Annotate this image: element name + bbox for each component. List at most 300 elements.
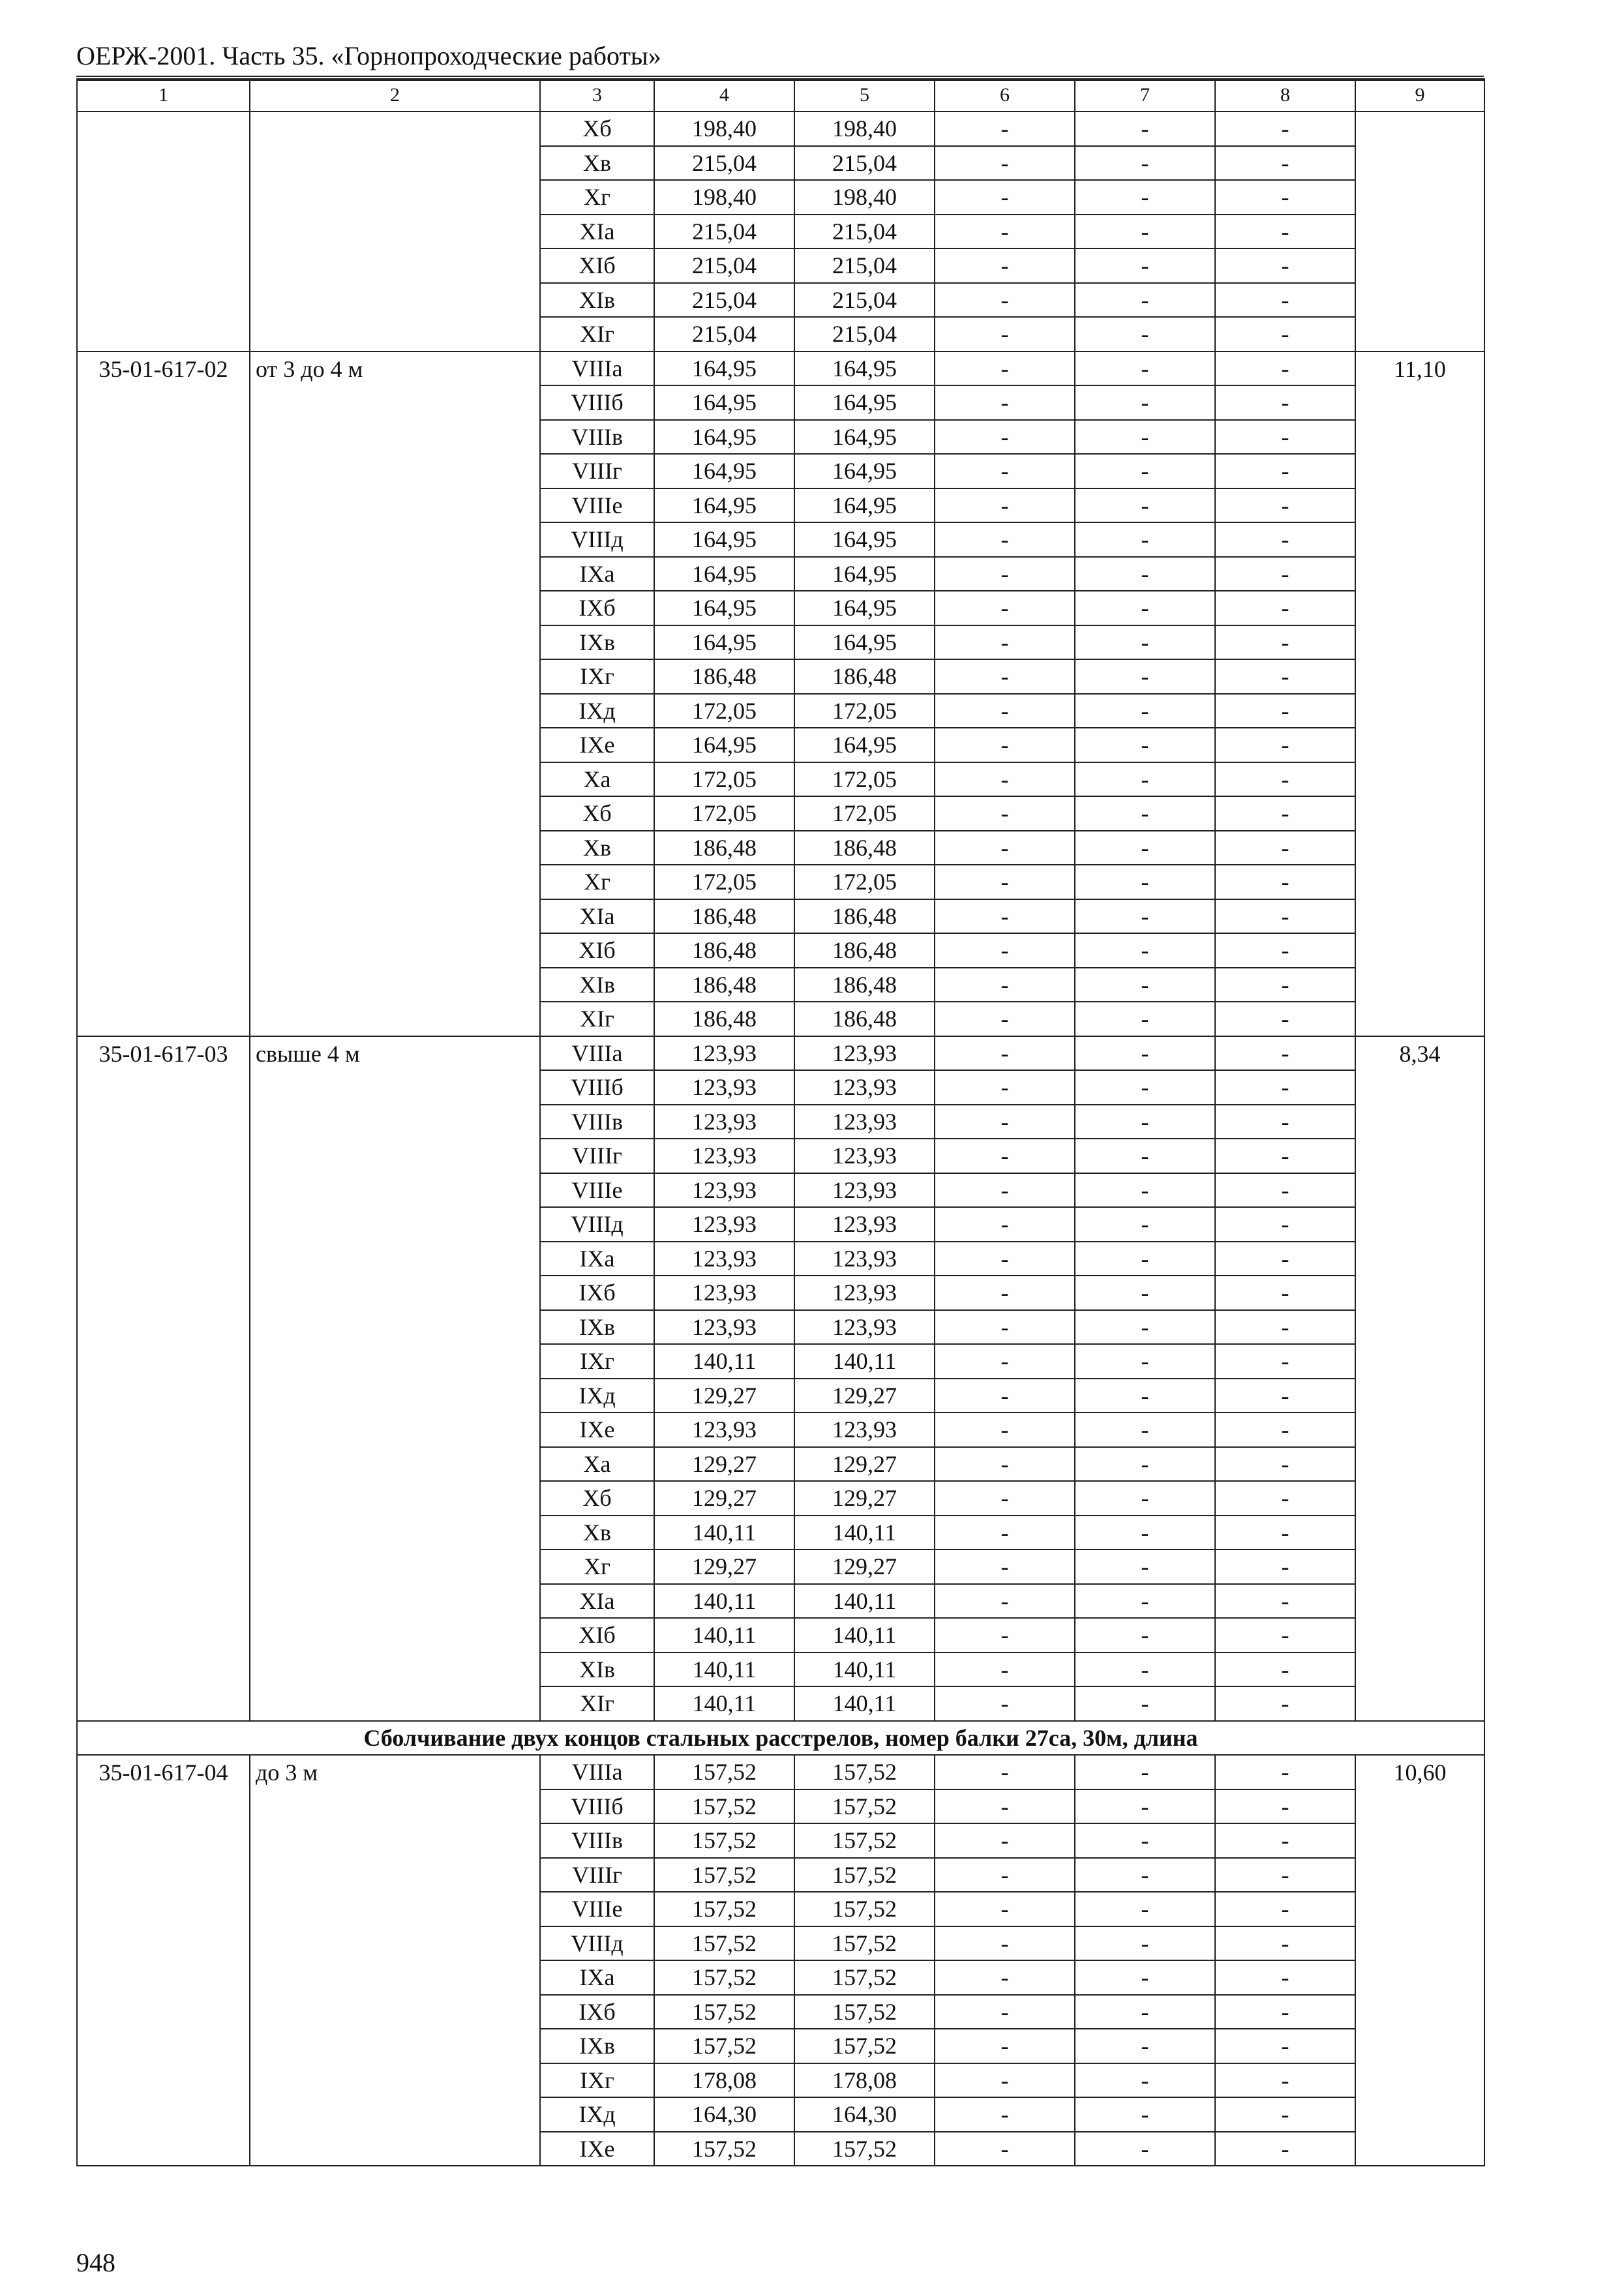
rock-category-cell: VIIIг [540, 1858, 654, 1893]
value-cell: 123,93 [794, 1242, 935, 1276]
value-cell: - [1215, 1926, 1355, 1961]
value-cell: 140,11 [654, 1584, 794, 1619]
value-cell: - [1075, 1755, 1215, 1789]
value-cell: - [1215, 215, 1355, 249]
value-cell: - [1215, 659, 1355, 694]
value-cell: - [1215, 762, 1355, 797]
rock-category-cell: VIIIе [540, 488, 654, 523]
value-cell: 157,52 [654, 2132, 794, 2166]
value-cell: 129,27 [794, 1481, 935, 1516]
value-cell: - [935, 1686, 1075, 1721]
value-cell: 172,05 [794, 762, 935, 797]
value-cell: - [1075, 180, 1215, 215]
value-cell: - [935, 385, 1075, 420]
value-cell: - [935, 1584, 1075, 1619]
value-cell: - [1075, 1618, 1215, 1653]
value-cell: - [1075, 1549, 1215, 1584]
value-cell: - [1075, 659, 1215, 694]
value-cell: 186,48 [794, 1002, 935, 1036]
value-cell: 172,05 [794, 796, 935, 831]
rock-category-cell: VIIIв [540, 1823, 654, 1858]
value-cell: 172,05 [654, 865, 794, 899]
value-cell: - [1215, 1207, 1355, 1242]
rock-category-cell: VIIIе [540, 1892, 654, 1926]
value-cell: 164,95 [654, 728, 794, 762]
value-cell: - [935, 1413, 1075, 1447]
value-cell: - [1075, 2029, 1215, 2063]
value-cell: 140,11 [654, 1653, 794, 1687]
value-cell: - [1075, 2063, 1215, 2098]
rock-category-cell: Ха [540, 1447, 654, 1482]
work-description-cell: до 3 м [250, 1755, 540, 2166]
value-cell: - [935, 933, 1075, 968]
value-cell: 215,04 [794, 248, 935, 283]
rock-category-cell: IХв [540, 625, 654, 660]
value-cell: 123,93 [794, 1173, 935, 1208]
value-cell: 172,05 [654, 796, 794, 831]
value-cell: - [1215, 728, 1355, 762]
value-cell: 178,08 [794, 2063, 935, 2098]
value-cell: - [935, 1823, 1075, 1858]
column-header: 2 [250, 79, 540, 112]
rock-category-cell: IХа [540, 1242, 654, 1276]
value-cell: 123,93 [654, 1139, 794, 1173]
value-cell: 164,95 [794, 591, 935, 625]
rate-code-cell: 35-01-617-04 [77, 1755, 250, 2166]
value-cell: 123,93 [794, 1036, 935, 1071]
value-cell: - [935, 1892, 1075, 1926]
value-cell: - [935, 1995, 1075, 2029]
rock-category-cell: IХд [540, 1379, 654, 1413]
rock-category-cell: ХIб [540, 1618, 654, 1653]
rock-category-cell: Хг [540, 865, 654, 899]
value-cell: 186,48 [654, 659, 794, 694]
value-cell: 129,27 [654, 1447, 794, 1482]
value-cell: - [935, 1653, 1075, 1687]
value-cell: - [1215, 2132, 1355, 2166]
value-cell: 157,52 [654, 1823, 794, 1858]
value-cell: - [1215, 248, 1355, 283]
value-cell: - [1075, 1413, 1215, 1447]
value-cell: - [1215, 2063, 1355, 2098]
value-cell: 157,52 [654, 1789, 794, 1824]
value-cell: 164,95 [654, 488, 794, 523]
value-cell: - [1075, 1584, 1215, 1619]
rate-code-cell [77, 112, 250, 352]
value-cell: - [1215, 557, 1355, 591]
value-cell: 157,52 [794, 1892, 935, 1926]
value-cell: 215,04 [654, 215, 794, 249]
rock-category-cell: ХIв [540, 283, 654, 318]
value-cell: - [1075, 1242, 1215, 1276]
value-cell: - [935, 248, 1075, 283]
value-cell: - [1215, 146, 1355, 181]
value-cell: 186,48 [794, 899, 935, 934]
value-cell: 123,93 [794, 1070, 935, 1105]
value-cell: - [935, 1858, 1075, 1893]
value-cell: - [1075, 694, 1215, 728]
value-cell: - [1075, 933, 1215, 968]
rock-category-cell: Хб [540, 796, 654, 831]
value-cell: - [1215, 352, 1355, 386]
value-cell: - [1075, 2097, 1215, 2132]
rock-category-cell: ХIб [540, 248, 654, 283]
value-cell: - [1075, 1002, 1215, 1036]
value-cell: - [1075, 865, 1215, 899]
value-cell: - [1075, 1173, 1215, 1208]
value-cell: - [1075, 317, 1215, 352]
value-cell: - [1215, 317, 1355, 352]
value-cell: - [1215, 865, 1355, 899]
value-cell: - [1215, 1379, 1355, 1413]
value-cell: 164,95 [654, 352, 794, 386]
value-cell: - [1215, 1310, 1355, 1345]
value-cell: - [935, 1618, 1075, 1653]
value-cell: - [1075, 591, 1215, 625]
rock-category-cell: VIIIб [540, 1070, 654, 1105]
document-title: ОЕРЖ-2001. Часть 35. «Горнопроходческие работы» [76, 41, 661, 70]
value-cell: - [1215, 591, 1355, 625]
value-cell: - [935, 1549, 1075, 1584]
value-cell: 164,95 [794, 625, 935, 660]
value-cell: - [1215, 1481, 1355, 1516]
value-cell: 123,93 [794, 1139, 935, 1173]
value-cell: 164,95 [654, 522, 794, 557]
value-cell: - [1075, 1481, 1215, 1516]
value-cell: 140,11 [654, 1686, 794, 1721]
table-header [77, 79, 1484, 112]
rock-category-cell: ХIа [540, 215, 654, 249]
value-cell: 198,40 [794, 112, 935, 146]
column-header: 4 [654, 79, 794, 112]
value-cell: - [1075, 1207, 1215, 1242]
value-cell: - [1215, 1002, 1355, 1036]
value-cell: - [1215, 1139, 1355, 1173]
value-cell: - [935, 899, 1075, 934]
rock-category-cell: VIIIв [540, 420, 654, 455]
value-cell: - [935, 1207, 1075, 1242]
value-cell: 164,95 [654, 557, 794, 591]
column-header: 5 [794, 79, 935, 112]
column-number-row [77, 79, 1484, 112]
value-cell: 157,52 [794, 1926, 935, 1961]
value-cell: 164,30 [654, 2097, 794, 2132]
value-cell: - [935, 1310, 1075, 1345]
value-cell: 129,27 [654, 1549, 794, 1584]
value-cell: - [1075, 1139, 1215, 1173]
value-cell: - [1215, 180, 1355, 215]
value-cell: - [1215, 522, 1355, 557]
rock-category-cell: IХд [540, 694, 654, 728]
value-cell: 172,05 [654, 762, 794, 797]
value-cell: 164,95 [794, 557, 935, 591]
value-cell: - [935, 215, 1075, 249]
value-cell: - [1215, 1584, 1355, 1619]
value-cell: 215,04 [794, 283, 935, 318]
value-cell: 215,04 [794, 317, 935, 352]
rock-category-cell: Хб [540, 112, 654, 146]
rock-category-cell: ХIб [540, 933, 654, 968]
value-cell: - [935, 420, 1075, 455]
value-cell: - [935, 146, 1075, 181]
value-cell: 157,52 [794, 1960, 935, 1995]
value-cell: - [1075, 112, 1215, 146]
value-cell: - [1215, 2029, 1355, 2063]
value-cell: - [1075, 1653, 1215, 1687]
rock-category-cell: VIIIв [540, 1105, 654, 1139]
value-cell: - [1075, 762, 1215, 797]
value-cell: 123,93 [794, 1310, 935, 1345]
value-cell: - [1215, 283, 1355, 318]
value-cell: - [1075, 1686, 1215, 1721]
value-cell: - [935, 1002, 1075, 1036]
value-cell: - [1075, 1960, 1215, 1995]
value-cell: - [1075, 248, 1215, 283]
value-cell: - [1075, 215, 1215, 249]
value-cell: - [1215, 1173, 1355, 1208]
value-cell: - [935, 728, 1075, 762]
rock-category-cell: IХб [540, 1276, 654, 1310]
value-cell: 140,11 [654, 1516, 794, 1550]
value-cell: 186,48 [794, 831, 935, 865]
value-cell: - [1215, 1618, 1355, 1653]
value-cell: - [935, 2132, 1075, 2166]
value-cell: - [1075, 352, 1215, 386]
value-cell: - [935, 1926, 1075, 1961]
value-cell: - [1215, 1789, 1355, 1824]
table-row [77, 1755, 1484, 1789]
work-description-cell: свыше 4 м [250, 1036, 540, 1721]
value-cell: - [1215, 933, 1355, 968]
value-cell: 164,95 [654, 591, 794, 625]
value-cell: - [935, 1173, 1075, 1208]
value-cell: 157,52 [794, 2132, 935, 2166]
value-cell: 123,93 [654, 1036, 794, 1071]
section-heading-row [77, 1721, 1484, 1756]
value-cell: - [935, 625, 1075, 660]
value-cell: 140,11 [654, 1344, 794, 1379]
value-cell: 172,05 [794, 865, 935, 899]
value-cell: 123,93 [794, 1413, 935, 1447]
value-cell: - [1215, 1653, 1355, 1687]
value-cell: - [935, 694, 1075, 728]
value-cell: - [935, 1447, 1075, 1482]
value-cell: 164,30 [794, 2097, 935, 2132]
value-cell: 157,52 [654, 1960, 794, 1995]
value-cell: 123,93 [654, 1310, 794, 1345]
value-cell: 186,48 [794, 659, 935, 694]
value-cell: - [935, 1344, 1075, 1379]
value-cell: - [935, 968, 1075, 1002]
value-cell: - [1215, 1686, 1355, 1721]
value-cell: - [1215, 1036, 1355, 1071]
value-cell: - [1075, 1823, 1215, 1858]
rock-category-cell: VIIIг [540, 454, 654, 488]
value-cell: 123,93 [654, 1070, 794, 1105]
value-cell: - [935, 557, 1075, 591]
value-cell: 157,52 [654, 1926, 794, 1961]
rock-category-cell: ХIг [540, 1002, 654, 1036]
value-cell: 129,27 [654, 1379, 794, 1413]
rock-category-cell: IХг [540, 659, 654, 694]
value-cell: 157,52 [654, 1755, 794, 1789]
value-cell: - [1215, 1755, 1355, 1789]
column-header: 6 [935, 79, 1075, 112]
value-cell: 140,11 [794, 1516, 935, 1550]
value-cell: - [1215, 2097, 1355, 2132]
value-cell: - [935, 488, 1075, 523]
rock-category-cell: IХв [540, 1310, 654, 1345]
value-cell: 123,93 [654, 1173, 794, 1208]
value-cell: - [1215, 1413, 1355, 1447]
value-cell: 129,27 [654, 1481, 794, 1516]
rock-category-cell: IХг [540, 1344, 654, 1379]
value-cell: - [1075, 2132, 1215, 2166]
value-cell: - [935, 796, 1075, 831]
rock-category-cell: IХг [540, 2063, 654, 2098]
value-cell: 198,40 [794, 180, 935, 215]
value-cell: 164,95 [794, 454, 935, 488]
value-cell: - [935, 591, 1075, 625]
column-header: 8 [1215, 79, 1355, 112]
value-cell: 157,52 [794, 1858, 935, 1893]
value-cell: 157,52 [794, 2029, 935, 2063]
value-cell: 186,48 [794, 933, 935, 968]
value-cell: 164,95 [654, 454, 794, 488]
value-cell: - [1075, 1789, 1215, 1824]
rock-category-cell: VIIIе [540, 1173, 654, 1208]
value-cell: - [1215, 385, 1355, 420]
value-cell: - [935, 1139, 1075, 1173]
value-cell: - [1075, 1276, 1215, 1310]
rock-category-cell: ХIа [540, 899, 654, 934]
value-cell: - [935, 865, 1075, 899]
rock-category-cell: IХа [540, 557, 654, 591]
value-cell: - [1075, 1516, 1215, 1550]
value-cell: 164,95 [794, 352, 935, 386]
value-cell: - [1075, 1892, 1215, 1926]
value-cell: 140,11 [794, 1686, 935, 1721]
value-cell: - [1075, 728, 1215, 762]
column-header: 9 [1355, 79, 1484, 112]
value-cell: 164,95 [794, 385, 935, 420]
page-number: 948 [76, 2248, 115, 2277]
value-cell: - [1075, 522, 1215, 557]
value-cell: 123,93 [654, 1413, 794, 1447]
value-cell: - [1215, 1105, 1355, 1139]
rock-category-cell: VIIIа [540, 352, 654, 386]
value-cell: 123,93 [794, 1207, 935, 1242]
value-cell: - [1075, 1105, 1215, 1139]
value-cell: 157,52 [654, 1995, 794, 2029]
column-9-cell: 10,60 [1355, 1755, 1484, 2166]
value-cell: - [1215, 420, 1355, 455]
value-cell: - [1075, 1036, 1215, 1071]
value-cell: - [1075, 1858, 1215, 1893]
value-cell: - [935, 1379, 1075, 1413]
value-cell: 123,93 [654, 1276, 794, 1310]
value-cell: - [1215, 1549, 1355, 1584]
page-header [76, 37, 1484, 81]
value-cell: - [935, 1516, 1075, 1550]
value-cell: - [1075, 968, 1215, 1002]
rates-table [76, 78, 1485, 2166]
rock-category-cell: ХIа [540, 1584, 654, 1619]
rock-category-cell: IХв [540, 2029, 654, 2063]
value-cell: - [1215, 488, 1355, 523]
value-cell: - [935, 112, 1075, 146]
rock-category-cell: VIIIг [540, 1139, 654, 1173]
value-cell: - [1215, 1447, 1355, 1482]
rock-category-cell: Хв [540, 146, 654, 181]
value-cell: - [1215, 694, 1355, 728]
value-cell: 186,48 [654, 831, 794, 865]
rock-category-cell: IХе [540, 1413, 654, 1447]
value-cell: 172,05 [654, 694, 794, 728]
value-cell: - [1215, 625, 1355, 660]
rock-category-cell: Хг [540, 1549, 654, 1584]
value-cell: - [1215, 454, 1355, 488]
value-cell: - [935, 1789, 1075, 1824]
value-cell: 215,04 [654, 146, 794, 181]
value-cell: - [1215, 1344, 1355, 1379]
value-cell: 123,93 [654, 1242, 794, 1276]
value-cell: - [935, 659, 1075, 694]
value-cell: 198,40 [654, 112, 794, 146]
value-cell: - [1075, 796, 1215, 831]
value-cell: - [1075, 488, 1215, 523]
value-cell: 198,40 [654, 180, 794, 215]
value-cell: - [1215, 899, 1355, 934]
value-cell: - [935, 1276, 1075, 1310]
value-cell: - [935, 2063, 1075, 2098]
value-cell: - [935, 454, 1075, 488]
rock-category-cell: VIIIд [540, 1207, 654, 1242]
value-cell: - [1215, 1276, 1355, 1310]
rock-category-cell: Хв [540, 1516, 654, 1550]
value-cell: 140,11 [794, 1584, 935, 1619]
value-cell: 140,11 [794, 1618, 935, 1653]
rate-code-cell: 35-01-617-03 [77, 1036, 250, 1721]
value-cell: - [935, 1070, 1075, 1105]
value-cell: 215,04 [654, 248, 794, 283]
value-cell: - [935, 762, 1075, 797]
rock-category-cell: VIIIд [540, 1926, 654, 1961]
rock-category-cell: ХIг [540, 1686, 654, 1721]
value-cell: 129,27 [794, 1379, 935, 1413]
value-cell: - [935, 2029, 1075, 2063]
value-cell: 186,48 [654, 933, 794, 968]
value-cell: - [935, 283, 1075, 318]
value-cell: 186,48 [794, 968, 935, 1002]
rock-category-cell: ХIг [540, 317, 654, 352]
value-cell: 129,27 [794, 1447, 935, 1482]
work-description-cell: от 3 до 4 м [250, 352, 540, 1036]
value-cell: - [1215, 1516, 1355, 1550]
value-cell: 123,93 [654, 1105, 794, 1139]
value-cell: - [1215, 1892, 1355, 1926]
value-cell: - [1075, 1926, 1215, 1961]
rate-code-cell: 35-01-617-02 [77, 352, 250, 1036]
rock-category-cell: IХд [540, 2097, 654, 2132]
value-cell: - [1215, 796, 1355, 831]
value-cell: 186,48 [654, 899, 794, 934]
value-cell: 215,04 [794, 215, 935, 249]
column-header: 3 [540, 79, 654, 112]
value-cell: - [935, 522, 1075, 557]
value-cell: 157,52 [794, 1755, 935, 1789]
value-cell: 164,95 [794, 728, 935, 762]
